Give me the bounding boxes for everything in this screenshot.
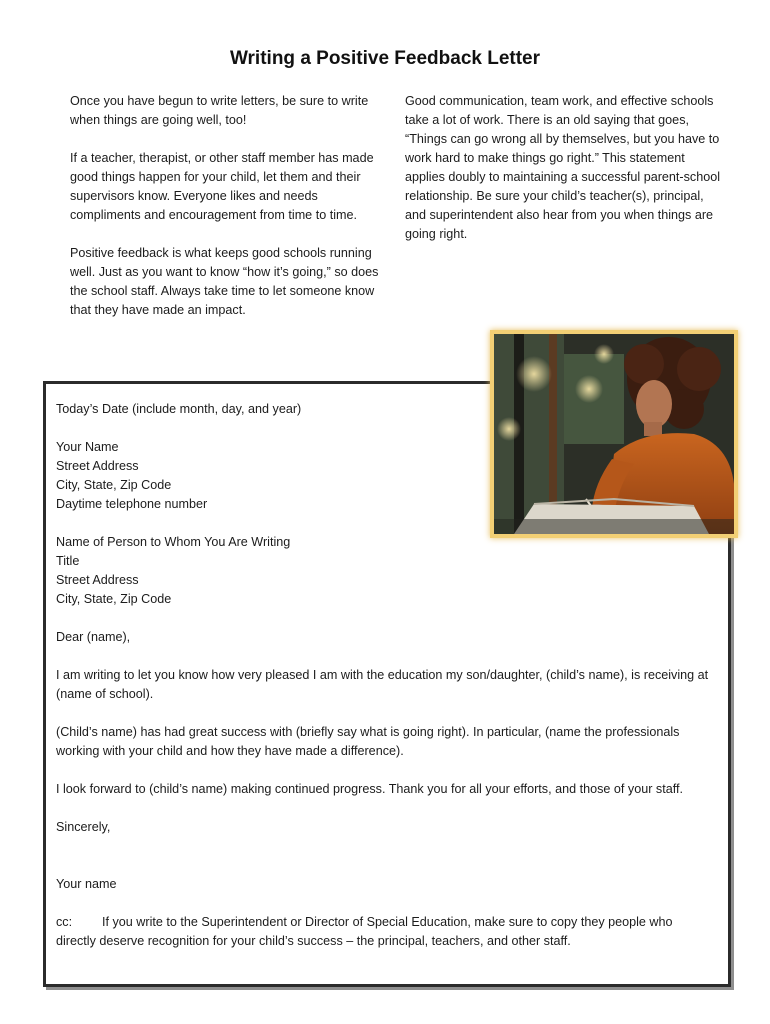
recipient-title: Title bbox=[56, 554, 80, 568]
left-paragraph-2: If a teacher, therapist, or other staff member has made good things happen for your child, let them and their supervisors know. Everyone likes and needs compliments and encouragement from time to time. bbox=[70, 151, 374, 222]
left-paragraph-3: Positive feedback is what keeps good schools running well. Just as you want to know “how it’s going,” so does the school staff. Always take time to let someone know that they have made an impact. bbox=[70, 246, 379, 317]
sender-city: City, State, Zip Code bbox=[56, 478, 172, 492]
signature: Your name bbox=[56, 877, 117, 891]
student-writing-photo bbox=[490, 330, 738, 538]
date-line: Today’s Date (include month, day, and year) bbox=[56, 402, 302, 416]
page-title: Writing a Positive Feedback Letter bbox=[229, 48, 541, 69]
recipient-block bbox=[56, 533, 711, 609]
right-paragraph-1: Good communication, team work, and effective schools take a lot of work. There is an old saying that goes, “Things can go wrong all by themselves, but you have to work hard to make things go right.” This statement applies doubly to maintaining a successful parent-school relationship. Be sure your child’s teacher(s), principal, and superintendent also hear from you when things are going right. bbox=[405, 94, 721, 241]
letter-paragraph-1: I am writing to let you know how very pleased I am with the education my son/daughter, (child’s name), is receiving at (name of school). bbox=[56, 668, 709, 701]
sender-phone: Daytime telephone number bbox=[56, 497, 208, 511]
sender-street: Street Address bbox=[56, 459, 139, 473]
cc-label: cc: bbox=[56, 915, 73, 929]
closing: Sincerely, bbox=[56, 820, 111, 834]
left-column bbox=[70, 92, 382, 339]
recipient-city: City, State, Zip Code bbox=[56, 592, 172, 606]
left-paragraph-1: Once you have begun to write letters, be sure to write when things are going well, too! bbox=[70, 94, 369, 127]
recipient-street: Street Address bbox=[56, 573, 139, 587]
letter-paragraph-2: (Child’s name) has had great success with (briefly say what is going right). In particular, (name the professionals working with your child and how they have made a difference). bbox=[56, 725, 680, 758]
cc-note bbox=[56, 913, 711, 951]
salutation: Dear (name), bbox=[56, 630, 131, 644]
letter-paragraph-3: I look forward to (child’s name) making continued progress. Thank you for all your efforts, and those of your staff. bbox=[56, 782, 683, 796]
recipient-name: Name of Person to Whom You Are Writing bbox=[56, 535, 291, 549]
right-column bbox=[405, 92, 723, 263]
sender-name: Your Name bbox=[56, 440, 119, 454]
cc-text: If you write to the Superintendent or Director of Special Education, make sure to copy they people who directly deserve recognition for your child’s success – the principal, teachers, and other staff. bbox=[56, 915, 673, 948]
